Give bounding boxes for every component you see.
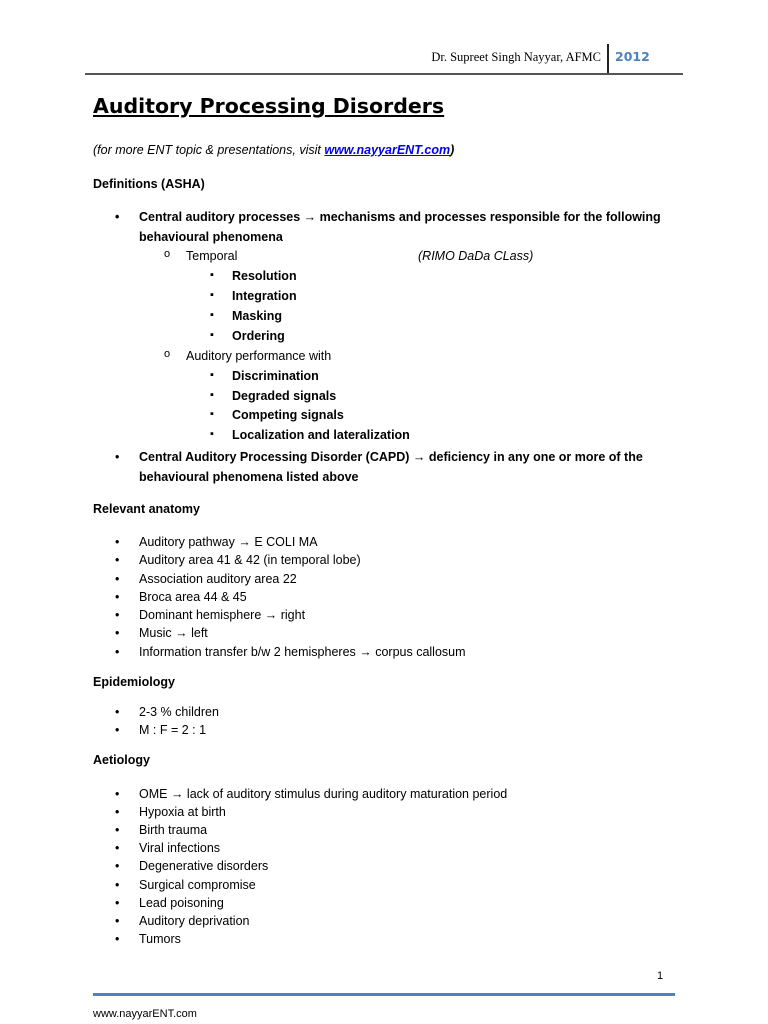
header-author: Dr. Supreet Singh Nayyar, AFMC bbox=[431, 50, 601, 64]
list-item: • Broca area 44 & 45 bbox=[139, 590, 247, 604]
list-item-cap-line2: behavioural phenomena bbox=[139, 230, 283, 244]
list-item: • Information transfer b/w 2 hemispheres → corpus callosum bbox=[139, 645, 466, 659]
list-item: ▪ Integration bbox=[232, 289, 297, 303]
list-item: • M : F = 2 : 1 bbox=[139, 723, 206, 737]
list-item: • Association auditory area 22 bbox=[139, 572, 297, 586]
list-item: • Surgical compromise bbox=[139, 878, 256, 892]
subtitle bbox=[93, 143, 454, 157]
temporal-mnemonic: (RIMO DaDa CLass) bbox=[418, 249, 534, 263]
list-item: ▪ Discrimination bbox=[232, 369, 319, 383]
footer-rule bbox=[93, 993, 675, 996]
list-item: ▪ Masking bbox=[232, 309, 282, 323]
subtitle-prefix: (for more ENT topic & presentations, visit bbox=[93, 143, 325, 157]
header-separator bbox=[607, 44, 609, 74]
list-item-temporal: o Temporal bbox=[186, 249, 237, 263]
list-item: • Hypoxia at birth bbox=[139, 805, 226, 819]
site-link[interactable]: www.nayyarENT.com bbox=[324, 143, 451, 157]
list-item: • Auditory area 41 & 42 (in temporal lobe) bbox=[139, 553, 361, 567]
list-item: • 2-3 % children bbox=[139, 705, 219, 719]
section-heading-definitions: Definitions (ASHA) bbox=[93, 177, 205, 191]
list-item-performance: o Auditory performance with bbox=[186, 349, 331, 363]
list-item-cap-line1: • Central auditory processes → mechanisms and processes responsible for the following bbox=[139, 210, 661, 224]
capd-definition: → deficiency in any one or more of the bbox=[409, 450, 643, 464]
list-item: • OME → lack of auditory stimulus during auditory maturation period bbox=[139, 787, 507, 801]
section-heading-epidemiology: Epidemiology bbox=[93, 675, 175, 689]
list-item: ▪ Ordering bbox=[232, 329, 285, 343]
list-item-capd-line2: behavioural phenomena listed above bbox=[139, 470, 359, 484]
list-item: • Lead poisoning bbox=[139, 896, 224, 910]
list-item: • Auditory pathway → E COLI MA bbox=[139, 535, 318, 549]
list-item: • Tumors bbox=[139, 932, 181, 946]
list-item: • Viral infections bbox=[139, 841, 220, 855]
list-item: ▪ Resolution bbox=[232, 269, 297, 283]
page-number: 1 bbox=[657, 970, 664, 982]
document-title: Auditory Processing Disorders bbox=[93, 94, 445, 118]
header-year: 2012 bbox=[615, 49, 650, 64]
list-item: ▪ Localization and lateralization bbox=[232, 428, 410, 442]
list-item: ▪ Degraded signals bbox=[232, 389, 336, 403]
section-heading-anatomy: Relevant anatomy bbox=[93, 502, 200, 516]
list-item: ▪ Competing signals bbox=[232, 408, 344, 422]
list-item: • Degenerative disorders bbox=[139, 859, 268, 873]
list-item: • Birth trauma bbox=[139, 823, 207, 837]
header-rule bbox=[85, 73, 683, 75]
subtitle-suffix: ) bbox=[450, 143, 455, 157]
list-item: • Music → left bbox=[139, 626, 208, 640]
section-heading-aetiology: Aetiology bbox=[93, 753, 150, 767]
capd-term: Central Auditory Processing Disorder (CAPD) bbox=[139, 450, 410, 464]
list-item: • Dominant hemisphere → right bbox=[139, 608, 305, 622]
list-item-capd bbox=[139, 450, 643, 464]
footer-site: www.nayyarENT.com bbox=[93, 1008, 197, 1020]
list-item: • Auditory deprivation bbox=[139, 914, 249, 928]
